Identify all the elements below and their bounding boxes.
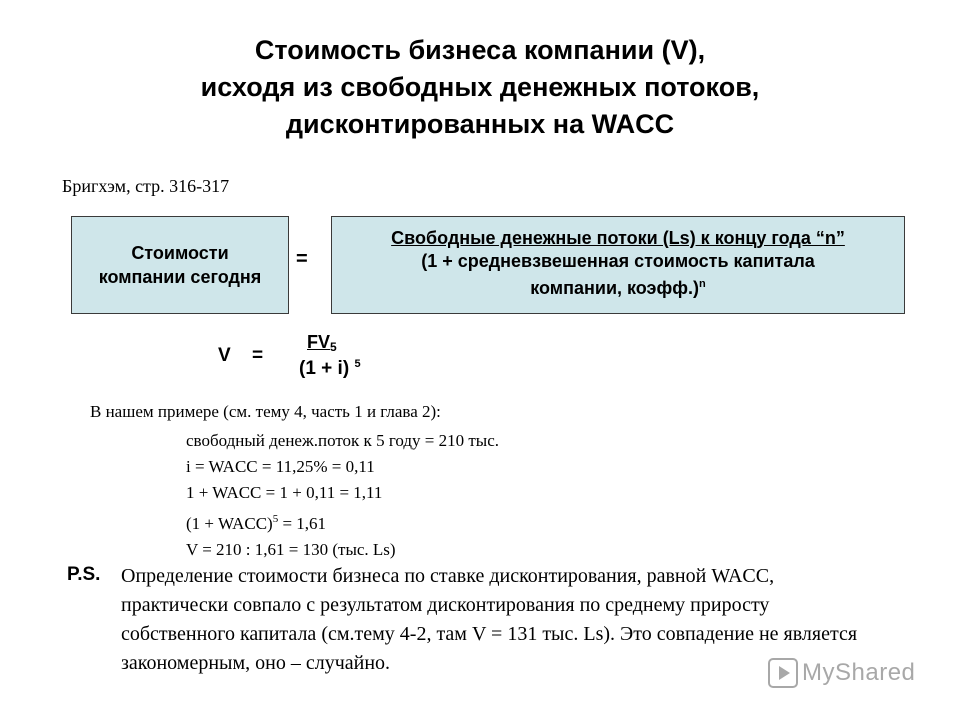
watermark (768, 658, 915, 688)
page-title (0, 32, 960, 143)
fv-symbol: FV (307, 332, 331, 352)
rate-term: (1 + i) (299, 358, 350, 379)
formula-numerator: Свободные денежные потоки (Ls) к концу года “n” (391, 228, 845, 248)
ps-label: P.S. (67, 564, 101, 585)
example-calculations (186, 428, 499, 563)
formula-numerator-fv (307, 332, 337, 354)
title-line-1: Стоимость бизнеса компании (V), (254, 35, 706, 65)
title-line-3: дисконтированных на WACC (285, 109, 675, 139)
example-line-4 (186, 506, 499, 537)
source-reference: Бригхэм, стр. 316-317 (62, 176, 230, 196)
example-line-1: свободный денеж.поток к 5 году = 210 тыс. (186, 431, 500, 450)
formula-denominator-line-2 (332, 273, 904, 300)
company-value-line-1: Стоимости (131, 243, 229, 263)
rate-exponent: 5 (354, 358, 361, 370)
example-line-4-base: (1 + WACC) (186, 514, 273, 533)
formula-denominator-line-1: (1 + средневзвешенная стоимость капитала (421, 251, 815, 271)
example-line-4-exponent: 5 (272, 513, 279, 525)
company-value-line-2: компании сегодня (98, 267, 262, 287)
formula-lhs: V (218, 345, 231, 366)
formula-denominator-exponent: n (698, 278, 706, 290)
example-intro: В нашем примере (см. тему 4, часть 1 и глава 2): (90, 402, 441, 421)
example-line-5: V = 210 : 1,61 = 130 (тыс. Ls) (186, 540, 396, 559)
equals-sign: = (296, 248, 308, 270)
watermark-text: MyShared (802, 659, 916, 686)
formula-equals: = (252, 345, 264, 366)
ps-text: Определение стоимости бизнеса по ставке дисконтирования, равной WACC, практически совпало с результатом дисконтирования по среднему приросту собственного капитала (см.тему 4-2, там V = 131 тыс. Ls). Это совпадение не является закономерным, оно – случайно. (121, 565, 858, 674)
example-line-3: 1 + WACC = 1 + 0,11 = 1,11 (186, 483, 383, 502)
cash-flow-formula-box (331, 216, 905, 314)
title-line-2: исходя из свободных денежных потоков, (200, 72, 760, 102)
formula-denominator-rate (299, 358, 361, 380)
example-line-4-result: = 1,61 (278, 514, 327, 533)
formula-denominator-text: компании, коэфф.) (530, 278, 699, 298)
example-line-2: i = WACC = 11,25% = 0,11 (186, 457, 375, 476)
company-value-box (71, 216, 289, 314)
myshared-logo-icon (768, 658, 798, 688)
fv-subscript: 5 (330, 340, 337, 354)
